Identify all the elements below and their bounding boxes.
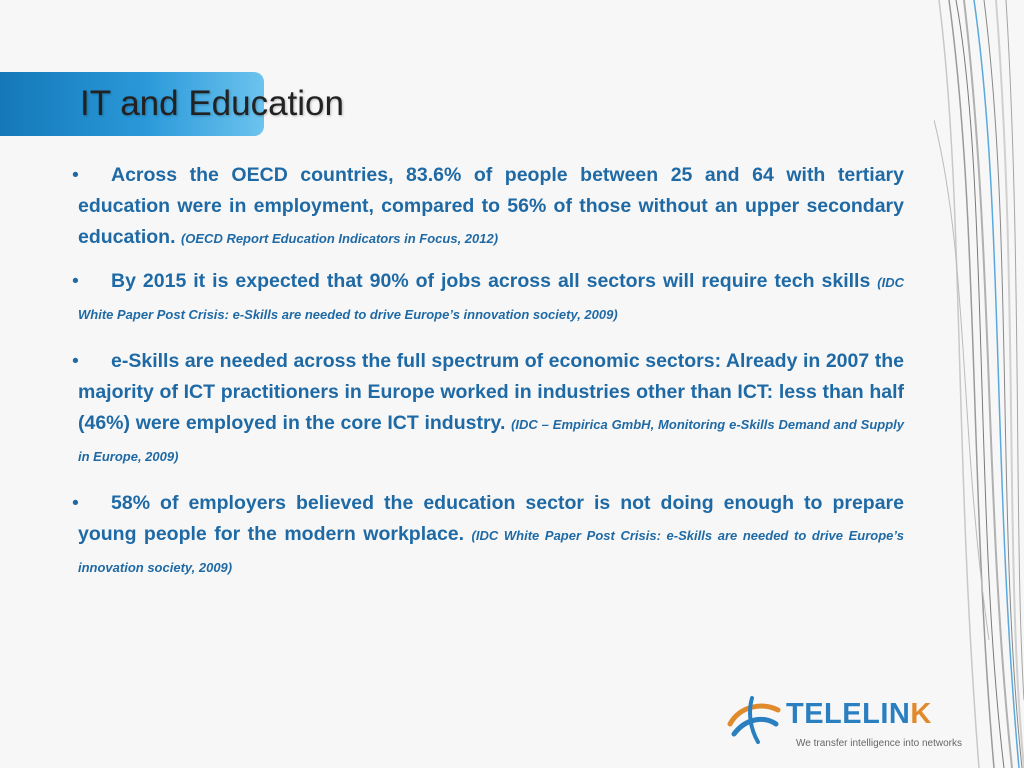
logo-wordmark — [786, 698, 932, 731]
bullet-text: Across the OECD countries, 83.6% of people between 25 and 64 with tertiary education were in employment, compared to 56% of those without an upper secondary education. — [78, 164, 904, 248]
bullet-item — [72, 266, 904, 330]
bullet-dot: • — [72, 492, 79, 514]
decorative-curves — [934, 0, 1024, 768]
bullet-dot: • — [72, 164, 79, 186]
bullet-text: 58% of employers believed the education sector is not doing enough to prepare young people for the modern workplace. — [78, 492, 904, 545]
bullet-item — [72, 488, 905, 583]
slide-title: IT and Education — [80, 84, 344, 123]
logo-wordmark-main: TELELIN — [786, 698, 911, 730]
logo-tagline: We transfer intelligence into networks — [796, 738, 963, 749]
logo-wordmark-accent: K — [910, 698, 932, 730]
bullet-text-wrapper — [78, 160, 904, 254]
bullet-citation: (OECD Report Education Indicators in Focus, 2012) — [180, 231, 499, 246]
bullet-citation: (IDC – Empirica GmbH, Monitoring e-Skills Demand and Supply in Europe, 2009) — [78, 417, 904, 464]
bullet-list — [72, 160, 905, 595]
bullet-citation: (IDC White Paper Post Crisis: e-Skills are needed to drive Europe’s innovation society, 2009) — [78, 528, 905, 575]
bullet-text-wrapper — [78, 488, 904, 583]
telelink-logo-icon — [726, 694, 782, 746]
bullet-item — [72, 160, 904, 254]
telelink-logo — [726, 694, 962, 754]
bullet-dot: • — [72, 270, 79, 292]
bullet-text-wrapper — [78, 346, 904, 472]
bullet-text: By 2015 it is expected that 90% of jobs across all sectors will require tech skills — [111, 270, 871, 292]
bullet-dot: • — [72, 350, 79, 372]
bullet-text-wrapper — [78, 266, 904, 330]
bullet-text: e-Skills are needed across the full spectrum of economic sectors: Already in 2007 the majority of ICT practitioners in Europe worked in industries other than ICT: less than half (46%) were employed in the core ICT industry. — [78, 350, 904, 434]
bullet-item — [72, 346, 904, 472]
bullet-citation: (IDC White Paper Post Crisis: e-Skills are needed to drive Europe’s innovation society, 2009) — [78, 275, 904, 322]
